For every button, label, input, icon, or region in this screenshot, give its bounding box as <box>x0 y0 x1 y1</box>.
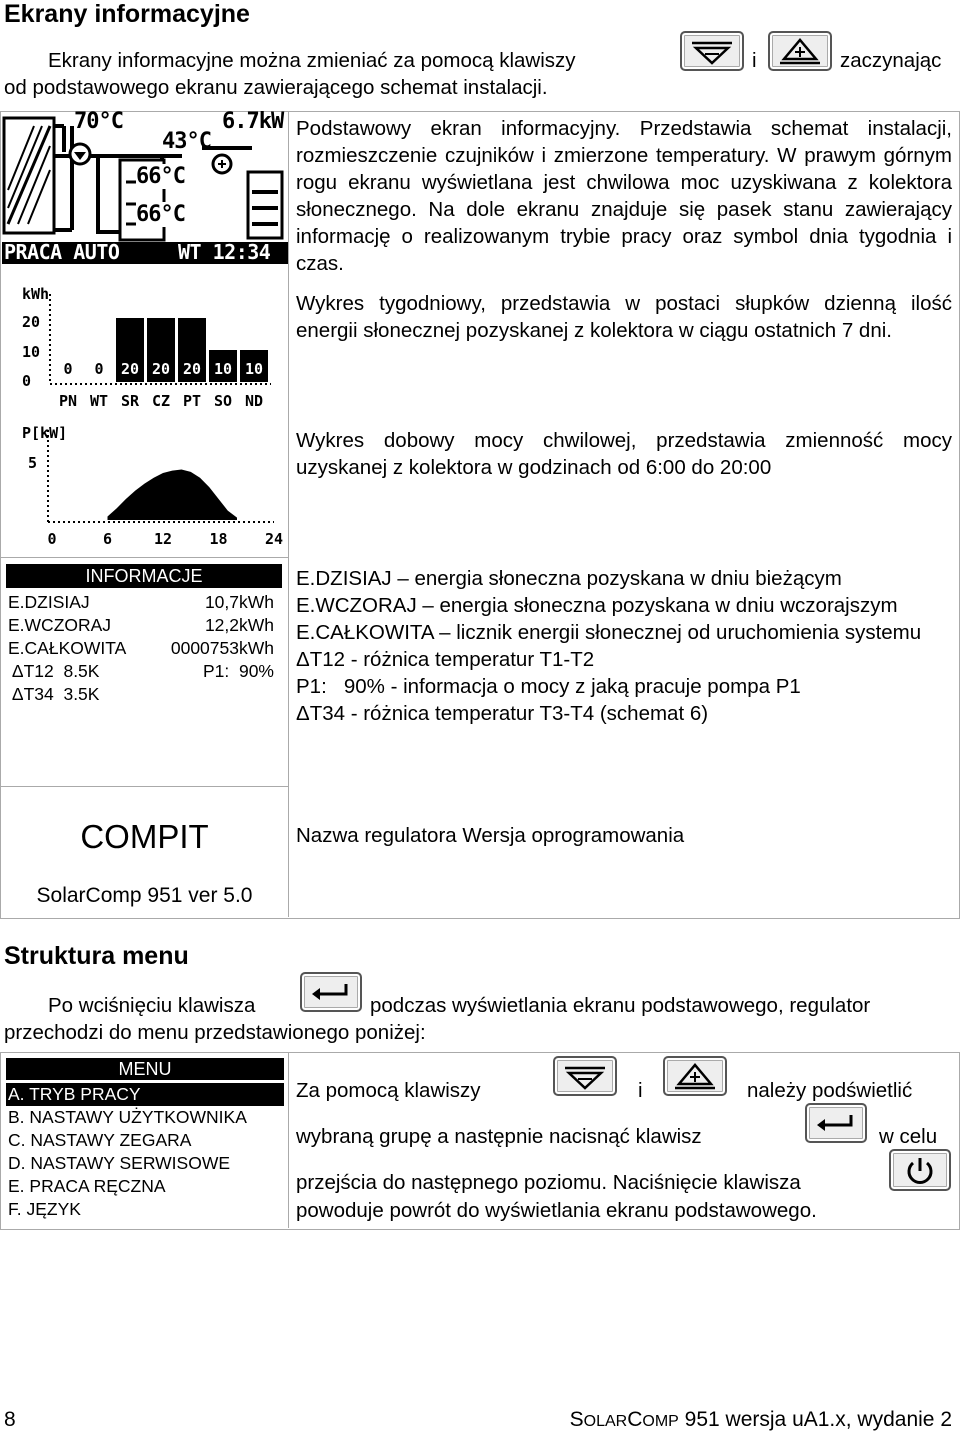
page-number: 8 <box>4 1408 16 1431</box>
brand-name: COMPIT <box>80 818 209 855</box>
x-tick-label: SR <box>120 392 140 410</box>
down-key-icon <box>553 1056 617 1096</box>
menu-screen-title: MENU <box>6 1058 284 1080</box>
bar-value-label: 20 <box>182 360 202 378</box>
software-version: SolarComp 951 ver 5.0 <box>36 884 253 907</box>
info-row-label: E.WCZORAJ <box>8 615 112 635</box>
menu-list <box>6 1083 284 1221</box>
menu-desc-c: wybraną grupę a następnie nacisnąć klawisz <box>296 1125 702 1148</box>
y-axis-label: P[kW] <box>22 424 68 442</box>
menu-item[interactable]: F. JĘZYK <box>8 1199 81 1219</box>
table-divider <box>288 1052 289 1228</box>
info-row-label: E.CAŁKOWITA <box>8 638 127 658</box>
weekly-chart <box>18 282 284 414</box>
info-row-value: 12,2kWh <box>204 615 274 635</box>
menu-item[interactable]: B. NASTAWY UŻYTKOWNIKA <box>8 1107 247 1127</box>
info-row <box>8 683 278 706</box>
x-tick-label: 0 <box>47 530 57 548</box>
intro-text-a: Ekrany informacyjne można zmieniać za pomocą klawiszy <box>48 49 576 72</box>
info-desc-line: ΔT12 - różnica temperatur T1-T2 <box>296 648 595 671</box>
bar-value-label: 20 <box>120 360 140 378</box>
brand-description: Nazwa regulatora Wersja oprogramowania <box>296 824 685 847</box>
section-heading-info-screens: Ekrany informacyjne <box>4 0 250 28</box>
bar-value-label: 0 <box>63 360 73 378</box>
info-row-value: 0000753kWh <box>170 638 274 658</box>
status-mode: PRACA AUTO <box>4 240 120 264</box>
x-tick-label: 12 <box>153 530 173 548</box>
down-key-icon <box>680 31 744 71</box>
table-rule <box>0 786 289 787</box>
bar-value-label: 0 <box>94 360 104 378</box>
y-tick-label: 5 <box>28 454 38 472</box>
instant-power: 6.7kW <box>222 109 284 134</box>
info-row-value: P1: 90% <box>202 661 274 681</box>
info-desc-line: E.DZISIAJ – energia słoneczna pozyskana w dniu bieżącym <box>296 567 842 590</box>
menu-desc-i: i <box>638 1079 643 1102</box>
tank-top-temp: 66°C <box>136 164 185 189</box>
x-tick-label: PN <box>58 392 78 410</box>
menu-desc-d: w celu <box>879 1125 938 1148</box>
info-row-label: E.DZISIAJ <box>8 592 90 612</box>
y-axis-label: kWh <box>22 285 50 303</box>
x-tick-label: SO <box>213 392 233 410</box>
intro-text-i: i <box>752 49 757 72</box>
menu-intro-a: Po wciśnięciu klawisza <box>48 994 256 1017</box>
menu-intro-b: podczas wyświetlania ekranu podstawowego, regulator <box>370 994 871 1017</box>
info-desc-line: ΔT34 - różnica temperatur T3-T4 (schemat 6) <box>296 702 709 725</box>
intro-text-b: zaczynając <box>840 49 942 72</box>
table-divider <box>288 111 289 917</box>
collector-temp: 70°C <box>74 109 123 134</box>
menu-item[interactable]: D. NASTAWY SERWISOWE <box>8 1153 231 1173</box>
menu-item[interactable]: C. NASTAWY ZEGARA <box>8 1130 192 1150</box>
menu-desc-f: powoduje powrót do wyświetlania ekranu podstawowego. <box>296 1199 817 1222</box>
table-rule <box>0 557 289 558</box>
intro-text-c: od podstawowego ekranu zawierającego schemat instalacji. <box>4 76 548 99</box>
enter-key-icon <box>300 972 362 1012</box>
bar-value-label: 20 <box>151 360 171 378</box>
menu-intro-c: przechodzi do menu przedstawionego poniżej: <box>4 1021 426 1044</box>
bar-value-label: 10 <box>244 360 264 378</box>
footer-brand-s: S <box>569 1408 584 1431</box>
info-row-value: 10,7kWh <box>204 592 274 612</box>
info-desc-line: E.WCZORAJ – energia słoneczna pozyskana w dniu wczorajszym <box>296 594 898 617</box>
bar-value-label: 10 <box>213 360 233 378</box>
daily-chart <box>18 420 284 552</box>
x-tick-label: CZ <box>151 392 171 410</box>
status-day-time: WT 12:34 <box>178 240 271 264</box>
menu-item-selected[interactable]: A. TRYB PRACY <box>6 1083 284 1106</box>
x-tick-label: PT <box>182 392 202 410</box>
menu-desc-e: przejścia do następnego poziomu. Naciśnięcie klawisza <box>296 1171 801 1194</box>
info-row <box>8 637 278 660</box>
info-desc-line: P1: 90% - informacja o mocy z jaką pracuje pompa P1 <box>296 675 801 698</box>
info-screen-title: INFORMACJE <box>6 564 282 588</box>
up-key-icon <box>663 1056 727 1096</box>
footer-title <box>570 1408 952 1432</box>
weekly-chart-description: Wykres tygodniowy, przedstawia w postaci słupków dzienną ilość energii słonecznej pozyskanej z kolektora w ciągu ostatnich 7 dni. <box>296 292 952 342</box>
main-screen-lcd <box>2 109 288 264</box>
info-desc-line: E.CAŁKOWITA – licznik energii słonecznej od uruchomienia systemu <box>296 621 922 644</box>
x-tick-label: ND <box>244 392 264 410</box>
info-row <box>8 614 278 637</box>
menu-item[interactable]: E. PRACA RĘCZNA <box>8 1176 166 1196</box>
info-row-label: ΔT12 8.5K <box>8 661 100 681</box>
x-tick-label: 6 <box>102 530 113 548</box>
info-description <box>296 565 952 727</box>
footer-brand-omp: OMP <box>642 1413 679 1430</box>
y-tick-label: 20 <box>22 313 41 331</box>
enter-key-icon <box>805 1103 867 1143</box>
menu-desc-a: Za pomocą klawiszy <box>296 1079 481 1102</box>
x-tick-label: 18 <box>209 530 228 548</box>
section-heading-menu-structure: Struktura menu <box>4 942 189 970</box>
info-screen-rows <box>8 591 278 706</box>
daily-chart-description: Wykres dobowy mocy chwilowej, przedstawia zmienność mocy uzyskanej z kolektora w godzinach od 6:00 do 20:00 <box>296 429 952 479</box>
return-temp: 43°C <box>162 129 211 154</box>
footer-edition: 951 wersja uA1.x, wydanie 2 <box>678 1408 952 1431</box>
power-area <box>108 469 238 520</box>
info-row <box>8 660 278 683</box>
info-row <box>8 591 278 614</box>
x-tick-label: WT <box>89 392 109 410</box>
main-screen-description: Podstawowy ekran informacyjny. Przedstawia schemat instalacji, rozmieszczenie czujników i zmierzone temperatury. W prawym górnym rogu ekranu wyświetlana jest chwilowa moc uzyskiwana z kolektora słonecznego. Na dole ekranu znajduje się pasek stanu zawierający informację o realizowanym trybie pracy oraz symbol dnia tygodnia i czas. <box>296 117 952 275</box>
menu-desc-b: należy podświetlić <box>747 1079 913 1102</box>
up-key-icon <box>768 31 832 71</box>
x-tick-label: 24 <box>264 530 284 548</box>
footer-brand-olar: OLAR <box>583 1413 628 1430</box>
power-key-icon <box>889 1149 951 1191</box>
footer-brand-c: C <box>627 1408 643 1431</box>
info-row-label: ΔT34 3.5K <box>8 684 100 704</box>
tank-bottom-temp: 66°C <box>136 202 185 227</box>
y-tick-label: 0 <box>22 372 32 390</box>
y-tick-label: 10 <box>22 343 41 361</box>
